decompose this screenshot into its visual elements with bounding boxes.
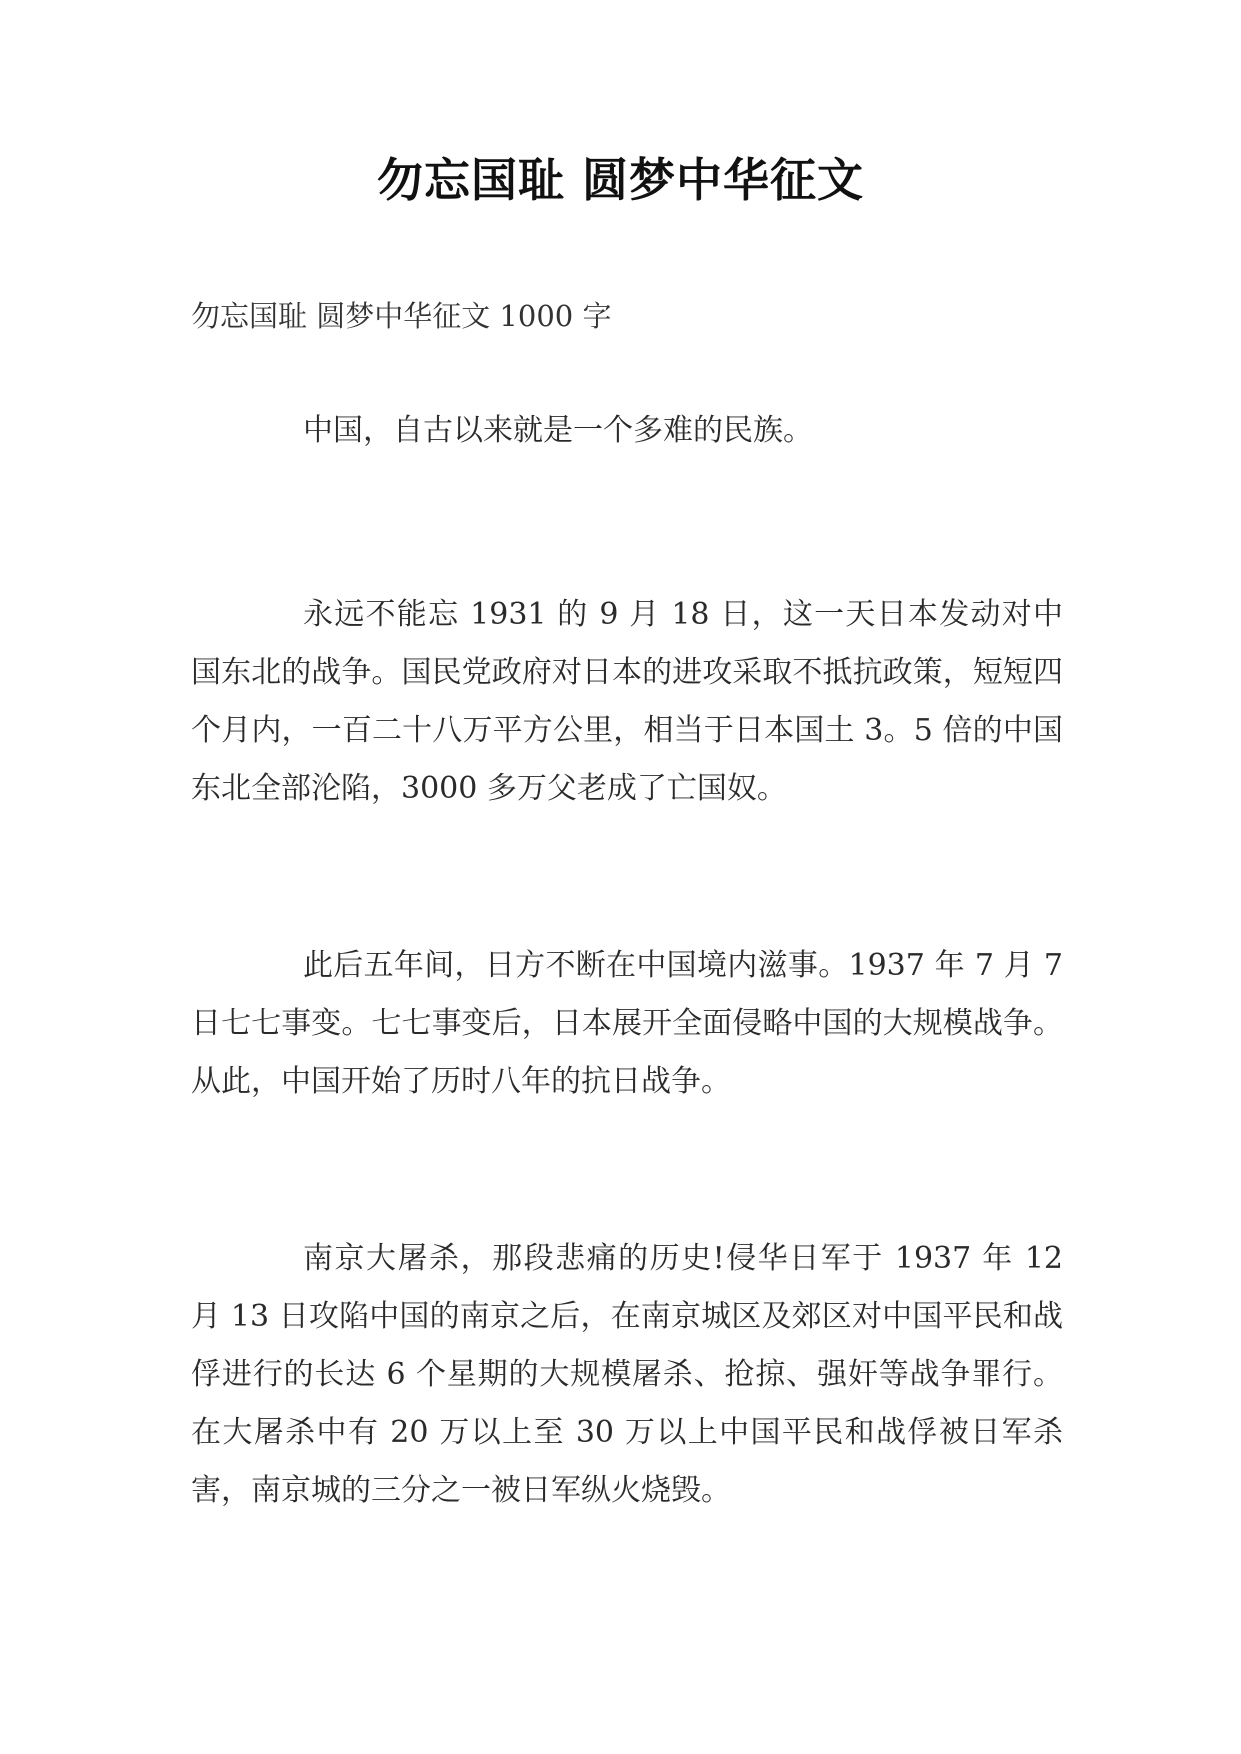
paragraph-2: 永远不能忘 1931 的 9 月 18 日，这一天日本发动对中国东北的战争。国民党政府对日本的进攻采取不抵抗政策，短短四个月内，一百二十八万平方公里，相当于日本国土 3。5 倍的中国东北全部沦陷，3000 多万父老成了亡国奴。 [191, 597, 1063, 806]
paragraph-4: 南京大屠杀，那段悲痛的历史!侵华日军于 1937 年 12 月 13 日攻陷中国的南京之后，在南京城区及郊区对中国平民和战俘进行的长达 6 个星期的大规模屠杀、抢掠、强奸等战争罪行。在大屠杀中有 20 万以上至 30 万以上中国平民和战俘被日军杀害，南京城的三分之一被日军纵火烧毁。 [191, 1241, 1063, 1508]
document-subtitle: 勿忘国耻 圆梦中华征文 1000 字 [191, 299, 612, 333]
document-title: 勿忘国耻 圆梦中华征文 [376, 153, 864, 207]
paragraph-3: 此后五年间，日方不断在中国境内滋事。1937 年 7 月 7 日七七事变。七七事变后，日本展开全面侵略中国的大规模战争。从此，中国开始了历时八年的抗日战争。 [191, 948, 1063, 1099]
paragraph-1: 中国，自古以来就是一个多难的民族。 [303, 413, 813, 448]
